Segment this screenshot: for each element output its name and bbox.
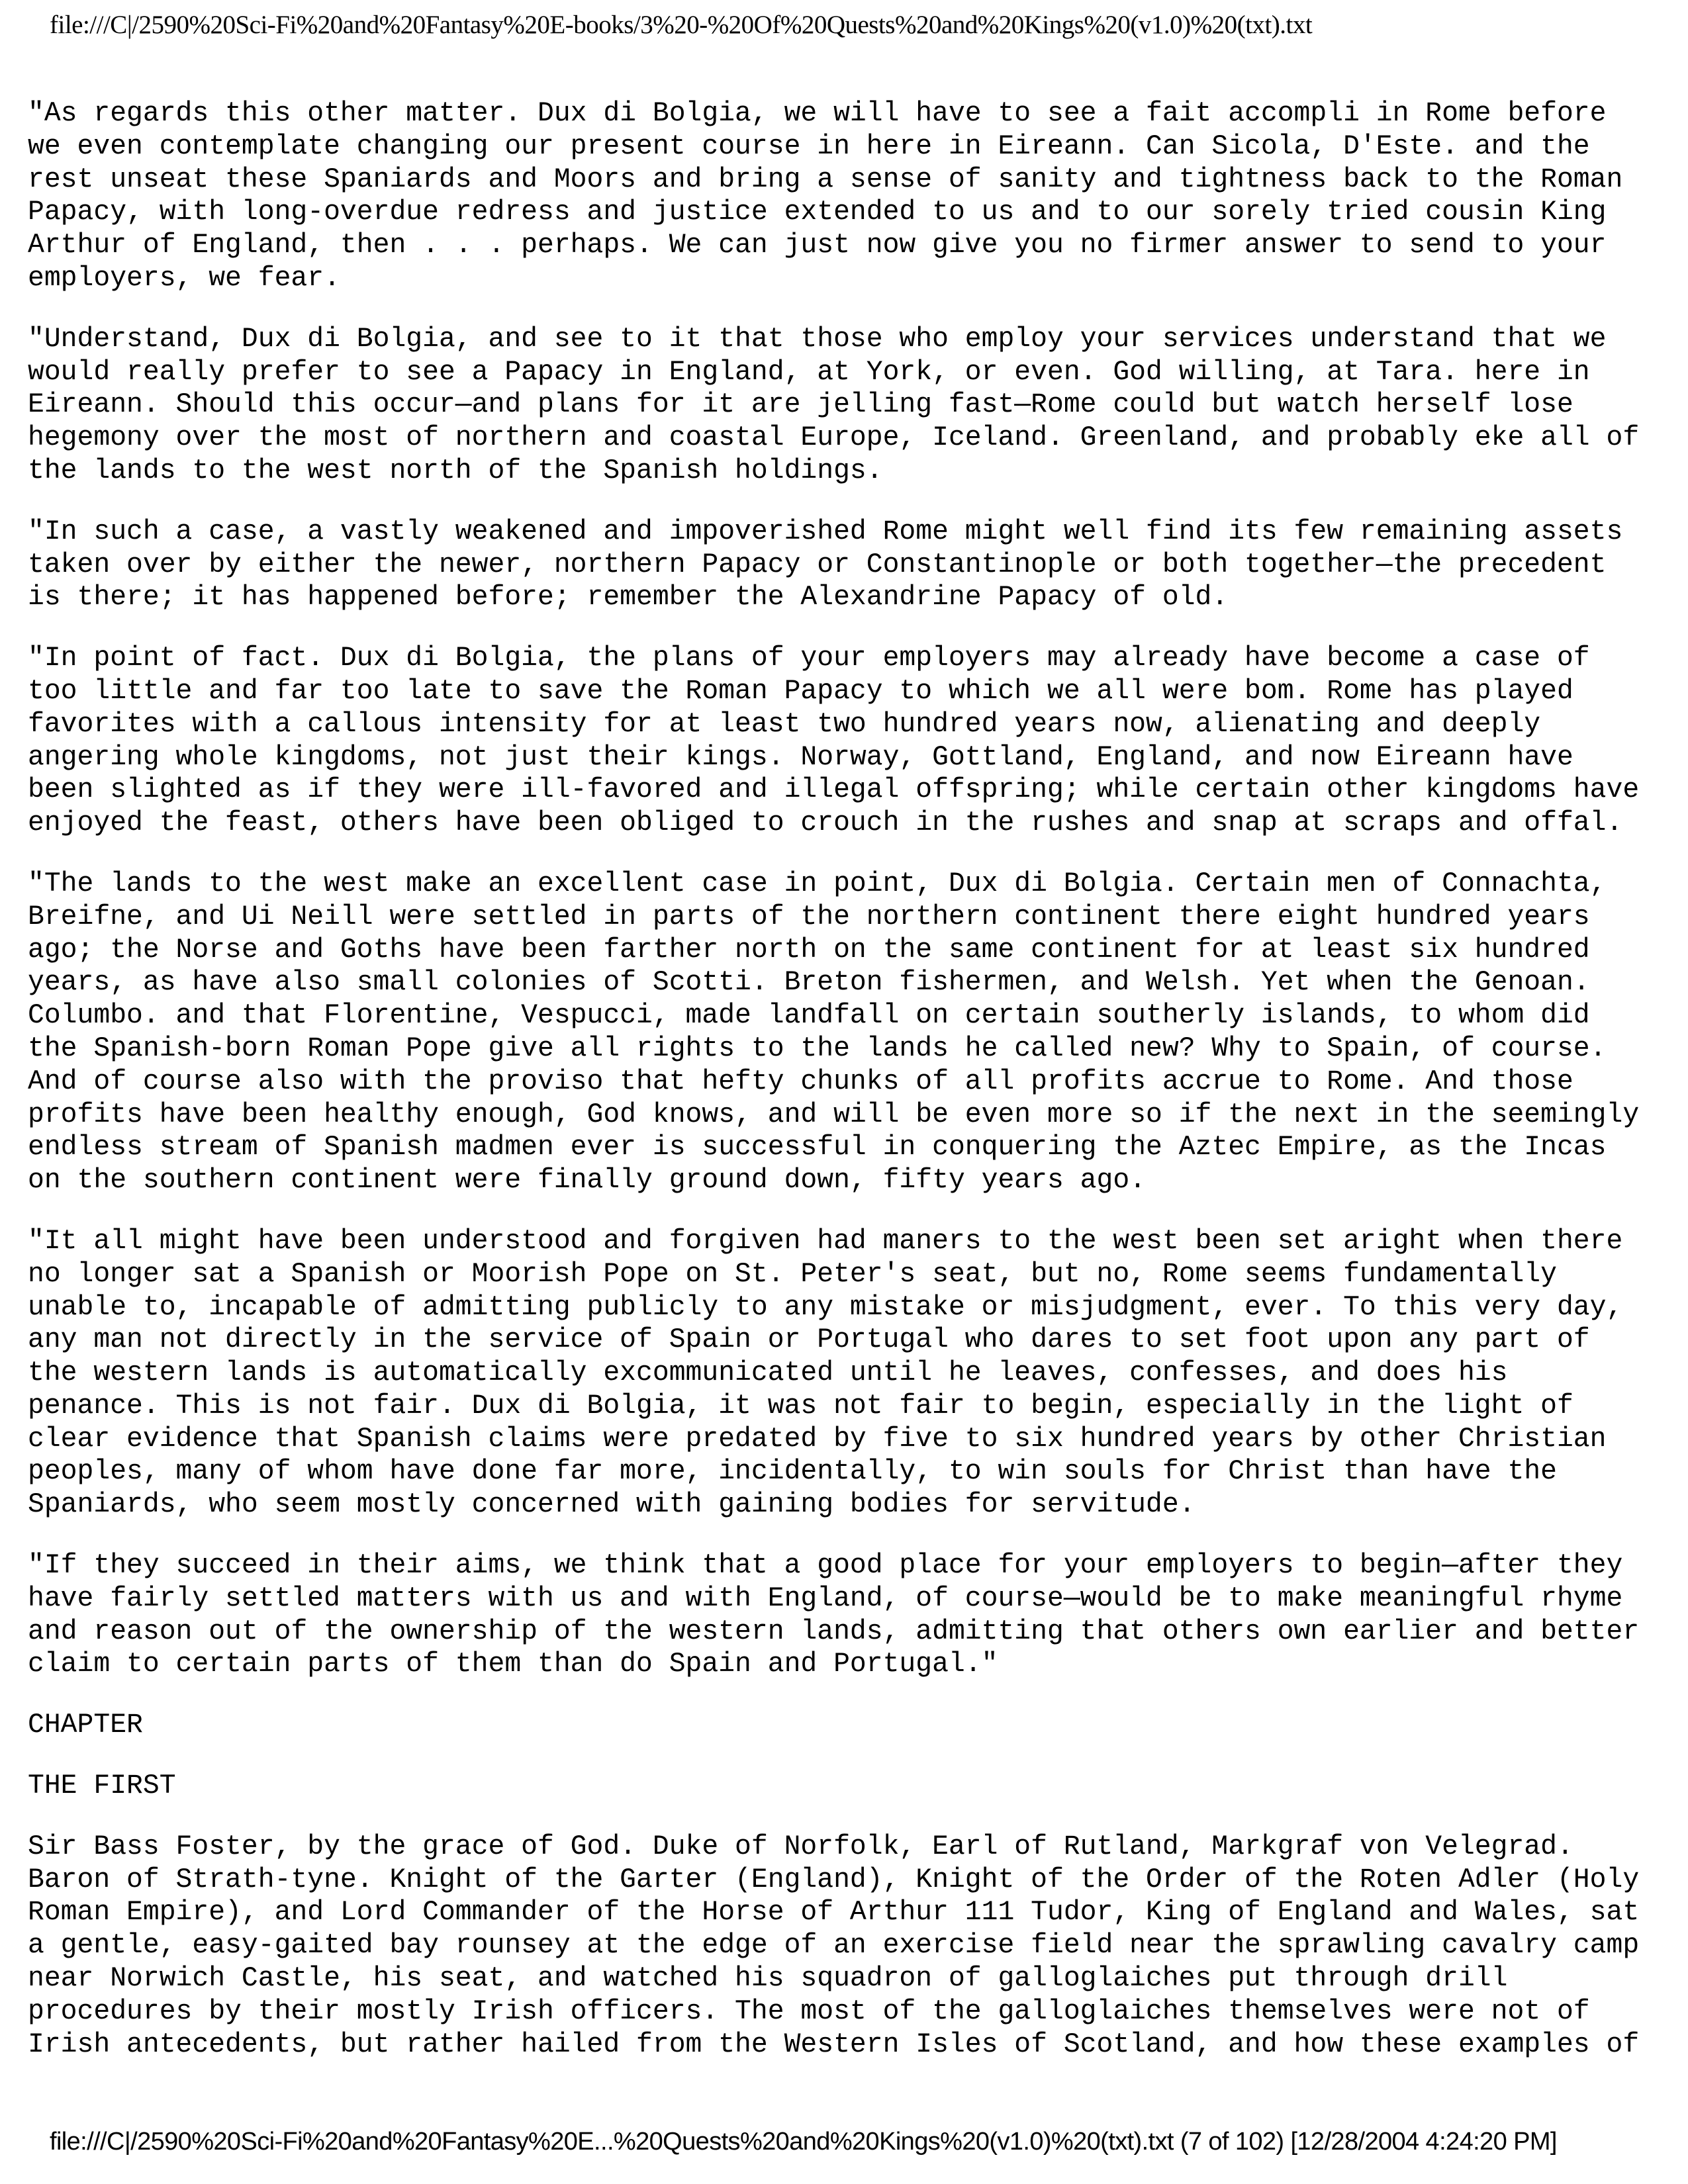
text-line: hegemony over the most of northern and coastal Europe, Iceland. Greenland, and probably eke all of [28, 423, 1640, 454]
text-line: and reason out of the ownership of the western lands, admitting that others own earlier and better [28, 1616, 1640, 1647]
text-line: any man not directly in the service of Spain or Portugal who dares to set foot upon any part of [28, 1325, 1590, 1356]
text-line: angering whole kingdoms, not just their kings. Norway, Gottland, England, and now Eireann have [28, 742, 1573, 773]
text-line: have fairly settled matters with us and with England, of course—would be to make meaningful rhyme [28, 1583, 1623, 1614]
text-line: "The lands to the west make an excellent case in point, Dux di Bolgia. Certain men of Connachta, [28, 868, 1607, 899]
final-paragraph [28, 1831, 1656, 2062]
text-line: employers, we fear. [28, 263, 340, 294]
file-path-header: file:///C|/2590%20Sci-Fi%20and%20Fantasy%20E-books/3%20-%20Of%20Quests%20and%20Kings%20(v1.0)%20(txt).txt [50, 11, 1313, 39]
text-line: "Understand, Dux di Bolgia, and see to it that those who employ your services understand that we [28, 324, 1607, 355]
paragraph [28, 1550, 1656, 1682]
paragraph [28, 516, 1656, 615]
text-line: "In point of fact. Dux di Bolgia, the plans of your employers may already have become a case of [28, 643, 1590, 674]
text-line: rest unseat these Spaniards and Moors and bring a sense of sanity and tightness back to the Roman [28, 164, 1623, 195]
paragraph [28, 868, 1656, 1198]
text-line: too little and far too late to save the Roman Papacy to which we all were bom. Rome has played [28, 676, 1573, 707]
text-line: Baron of Strath-tyne. Knight of the Garter (England), Knight of the Order of the Roten Adler (Holy [28, 1864, 1640, 1895]
text-line: enjoyed the feast, others have been obliged to crouch in the rushes and snap at scraps and offal. [28, 808, 1623, 839]
paragraph [28, 324, 1656, 488]
text-line: "If they succeed in their aims, we think that a good place for your employers to begin—after they [28, 1551, 1623, 1582]
text-line: endless stream of Spanish madmen ever is successful in conquering the Aztec Empire, as the Incas [28, 1132, 1607, 1163]
text-line: peoples, many of whom have done far more, incidentally, to win souls for Christ than have the [28, 1457, 1557, 1488]
text-line: is there; it has happened before; remember the Alexandrine Papacy of old. [28, 582, 1229, 614]
paragraph [28, 98, 1656, 296]
text-line: Papacy, with long-overdue redress and justice extended to us and to our sorely tried cousin King [28, 197, 1607, 228]
text-line: Roman Empire), and Lord Commander of the Horse of Arthur 111 Tudor, King of England and Wales, sat [28, 1897, 1640, 1929]
text-line: been slighted as if they were ill-favored and illegal offspring; while certain other kingdoms have [28, 775, 1640, 806]
text-line: taken over by either the newer, northern Papacy or Constantinople or both together—the precedent [28, 549, 1607, 580]
text-line: a gentle, easy-gaited bay rounsey at the edge of an exercise field near the sprawling cavalry camp [28, 1931, 1640, 1962]
text-line: ago; the Norse and Goths have been farther north on the same continent for at least six hundred [28, 934, 1590, 966]
text-line: profits have been healthy enough, God knows, and will be even more so if the next in the seemingly [28, 1099, 1640, 1130]
text-line: no longer sat a Spanish or Moorish Pope on St. Peter's seat, but no, Rome seems fundamentally [28, 1259, 1557, 1290]
text-line: Breifne, and Ui Neill were settled in parts of the northern continent there eight hundred years [28, 901, 1590, 933]
text-line: favorites with a callous intensity for at least two hundred years now, alienating and deeply [28, 709, 1541, 740]
text-line: penance. This is not fair. Dux di Bolgia, it was not fair to begin, especially in the light of [28, 1390, 1573, 1422]
text-line: the western lands is automatically excommunicated until he leaves, confesses, and does his [28, 1358, 1508, 1389]
chapter-label: CHAPTER [28, 1710, 143, 1741]
text-line: "It all might have been understood and forgiven had maners to the west been set aright when there [28, 1226, 1623, 1257]
text-line: procedures by their mostly Irish officers. The most of the galloglaiches themselves were not of [28, 1996, 1590, 2027]
text-line: clear evidence that Spanish claims were predated by five to six hundred years by other Christian [28, 1424, 1607, 1455]
text-line: on the southern continent were finally ground down, fifty years ago. [28, 1165, 1147, 1197]
paragraph-list [28, 98, 1656, 1682]
text-line: "As regards this other matter. Dux di Bolgia, we will have to see a fait accompli in Rome before [28, 99, 1607, 129]
text-line: Sir Bass Foster, by the grace of God. Duke of Norfolk, Earl of Rutland, Markgraf von Velegrad. [28, 1831, 1573, 1862]
paragraph [28, 643, 1656, 841]
text-line: Columbo. and that Florentine, Vespucci, made landfall on certain southerly islands, to whom did [28, 1001, 1590, 1032]
document-body [28, 98, 1656, 2089]
text-line: would really prefer to see a Papacy in England, at York, or even. God willing, at Tara. here in [28, 357, 1590, 388]
text-line: Spaniards, who seem mostly concerned with gaining bodies for servitude. [28, 1490, 1196, 1521]
text-line: claim to certain parts of them than do Spain and Portugal." [28, 1649, 998, 1680]
text-line: years, as have also small colonies of Scotti. Breton fishermen, and Welsh. Yet when the Genoan. [28, 968, 1590, 999]
text-line: we even contemplate changing our present course in here in Eireann. Can Sicola, D'Este. and the [28, 131, 1590, 162]
text-line: Irish antecedents, but rather hailed from the Western Isles of Scotland, and how these examples of [28, 2029, 1640, 2060]
text-line: the lands to the west north of the Spanish holdings. [28, 455, 883, 486]
text-line: Arthur of England, then . . . perhaps. We can just now give you no firmer answer to send to your [28, 230, 1607, 261]
text-line: And of course also with the proviso that hefty chunks of all profits accrue to Rome. And those [28, 1066, 1573, 1097]
text-line: "In such a case, a vastly weakened and impoverished Rome might well find its few remaining assets [28, 516, 1623, 547]
page-footer: file:///C|/2590%20Sci-Fi%20and%20Fantasy%20E...%20Quests%20and%20Kings%20(v1.0)%20(txt).txt (7 of 102) [12/28/2004 4:24:20 PM] [50, 2128, 1557, 2156]
chapter-number: THE FIRST [28, 1771, 176, 1802]
text-line: the Spanish-born Roman Pope give all rights to the lands he called new? Why to Spain, of course. [28, 1033, 1607, 1064]
text-line: near Norwich Castle, his seat, and watched his squadron of galloglaiches put through drill [28, 1964, 1508, 1995]
text-line: Eireann. Should this occur—and plans for it are jelling fast—Rome could but watch herself lose [28, 390, 1573, 421]
text-line: unable to, incapable of admitting publicly to any mistake or misjudgment, ever. To this very day, [28, 1292, 1623, 1323]
paragraph [28, 1226, 1656, 1522]
